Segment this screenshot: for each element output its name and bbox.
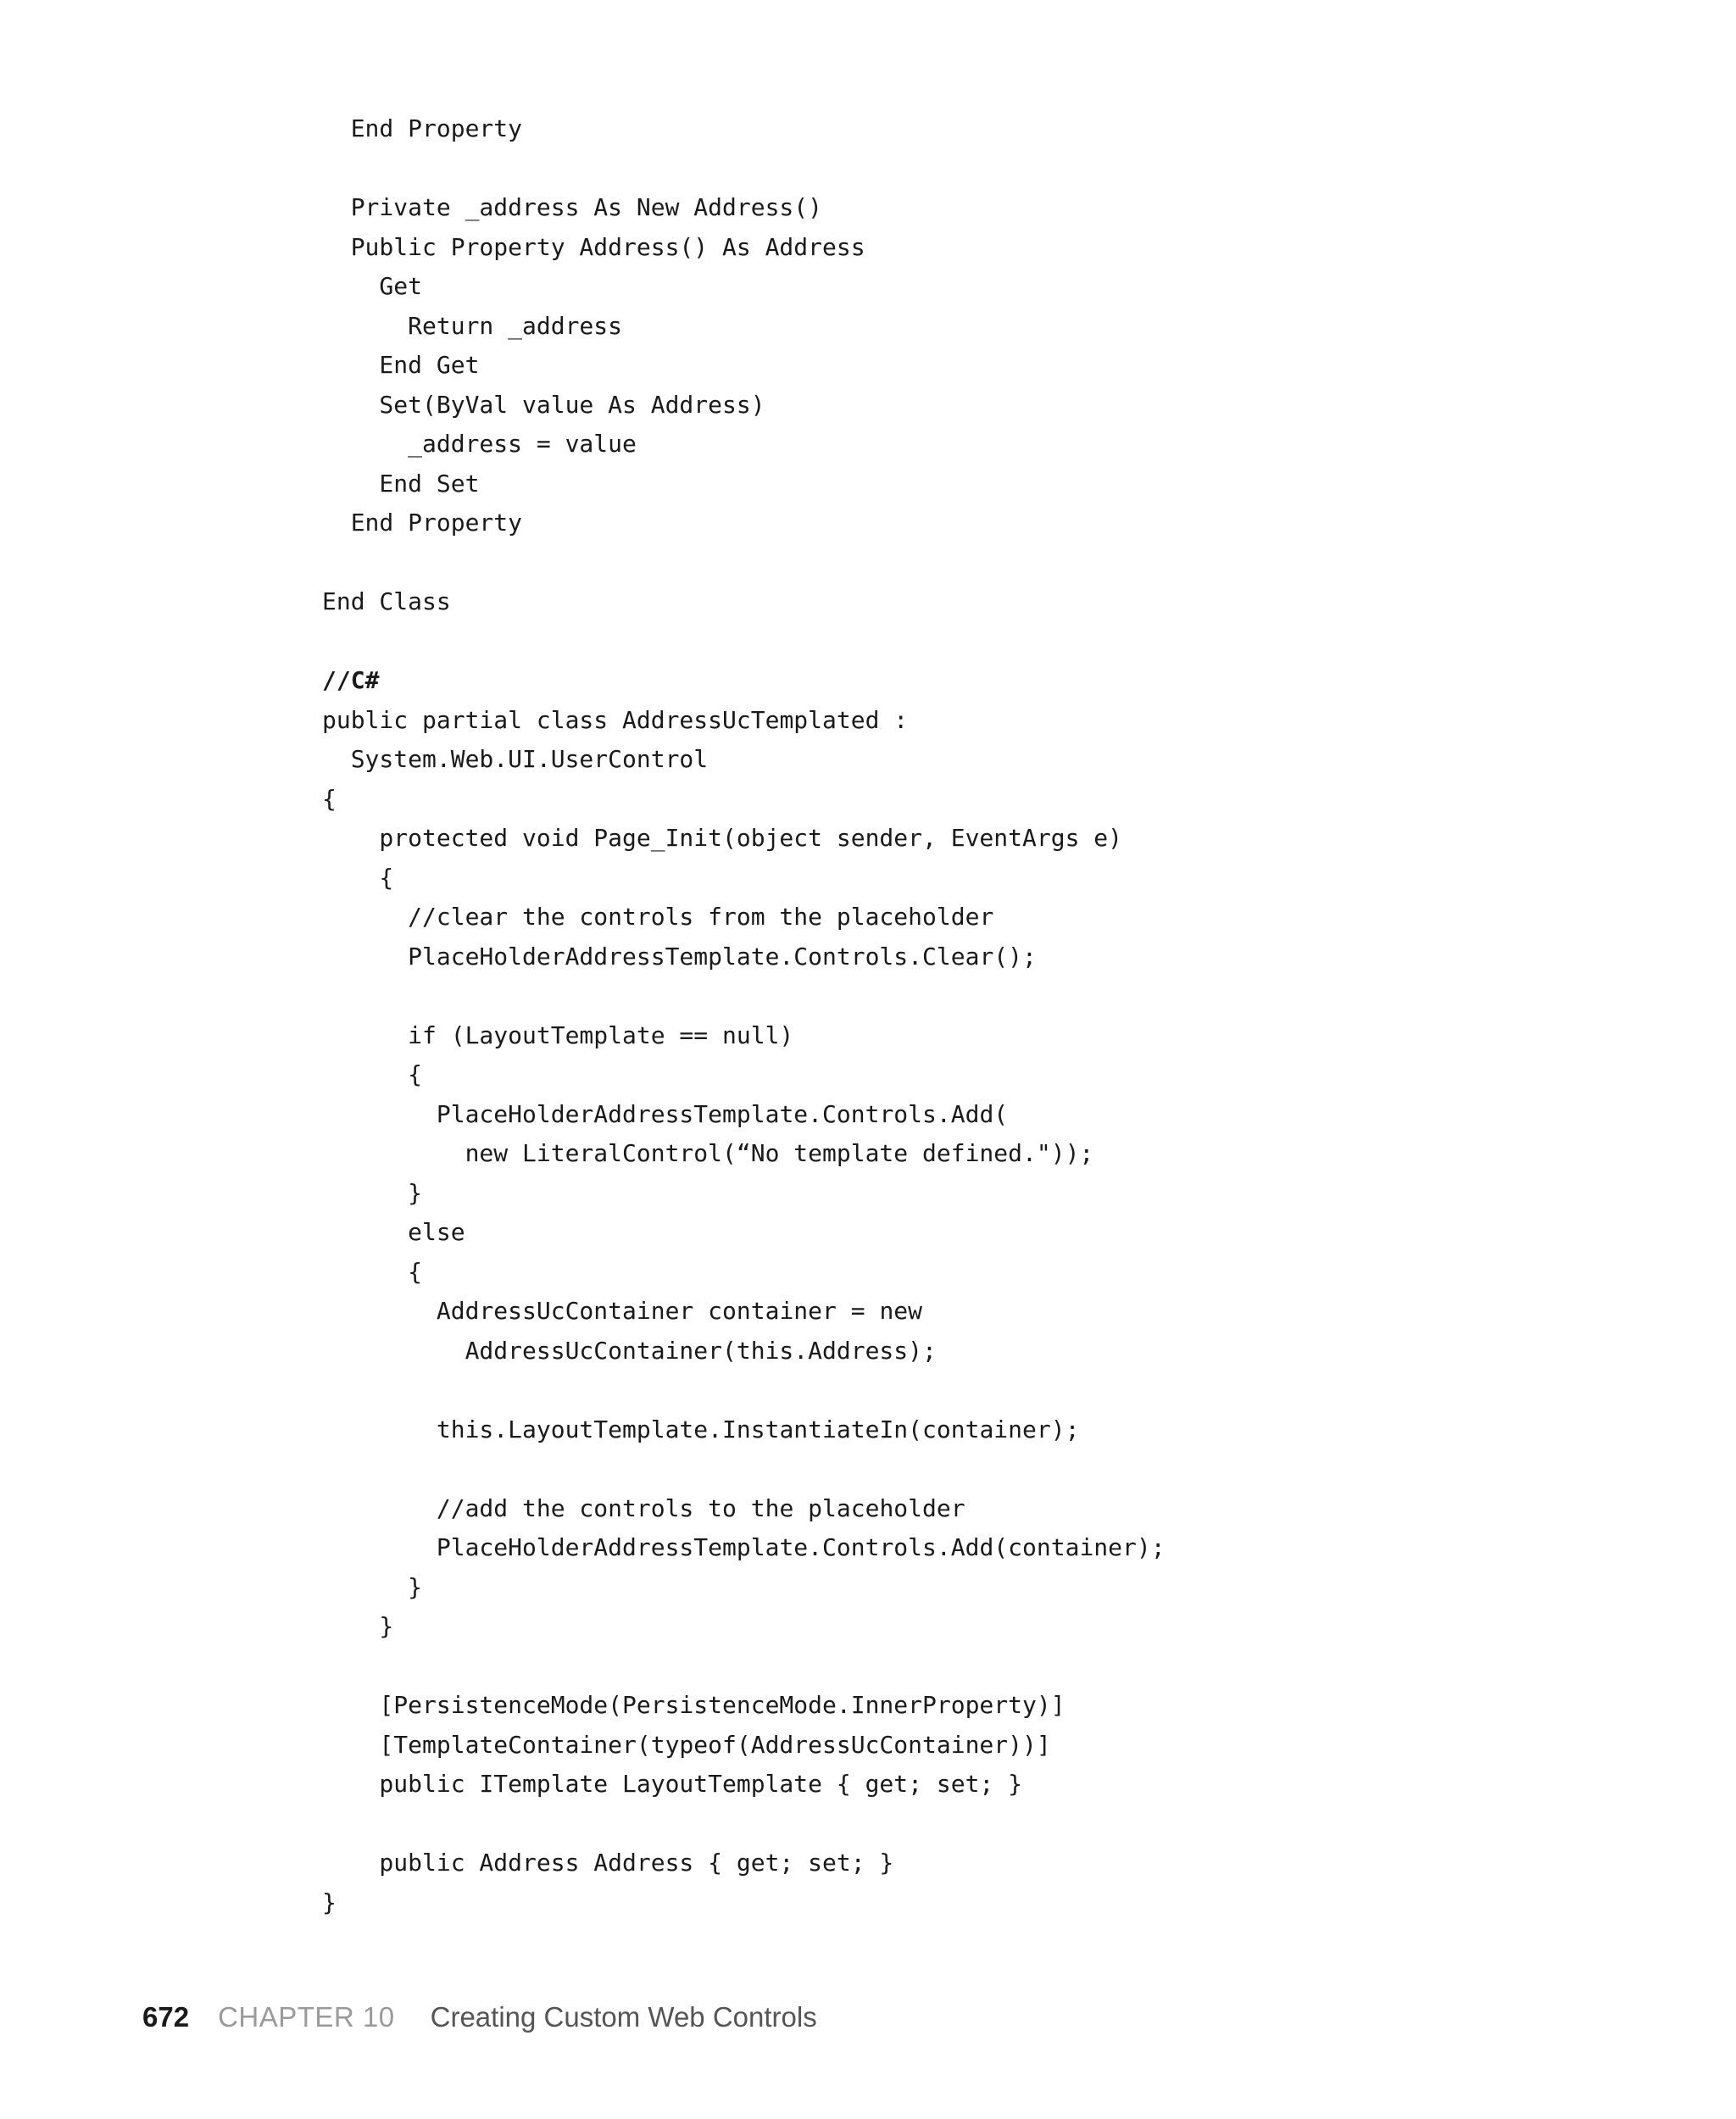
code-line: End Property: [350, 509, 522, 537]
page-number: 672: [142, 2001, 190, 2033]
code-line: //add the controls to the placeholder: [436, 1493, 965, 1522]
code-listing: [322, 109, 1166, 1922]
code-line: Set(ByVal value As Address): [379, 390, 765, 419]
blank-line: [322, 149, 1166, 189]
blank-line: [322, 543, 1166, 583]
code-line: PlaceHolderAddressTemplate.Controls.Add(: [436, 1099, 1009, 1128]
code-line: [TemplateContainer(typeof(AddressUcContainer))]: [379, 1730, 1051, 1759]
code-line: }: [408, 1572, 422, 1601]
code-line: if (LayoutTemplate == null): [408, 1021, 794, 1049]
page-footer: [142, 2000, 817, 2034]
code-line: End Get: [379, 351, 480, 379]
code-line: }: [322, 1888, 337, 1916]
blank-line: [322, 1449, 1166, 1489]
code-line: }: [379, 1612, 394, 1640]
code-line: _address = value: [408, 430, 637, 458]
chapter-title: Creating Custom Web Controls: [430, 2001, 817, 2033]
code-line: {: [322, 784, 337, 813]
code-line: End Set: [379, 469, 480, 498]
code-line: [PersistenceMode(PersistenceMode.InnerProperty)]: [379, 1691, 1066, 1719]
code-line: System.Web.UI.UserControl: [350, 745, 709, 773]
code-line: Private _address As New Address(): [350, 193, 822, 221]
blank-line: [322, 1805, 1166, 1844]
code-line: public partial class AddressUcTemplated :: [322, 705, 909, 734]
code-line: else: [408, 1218, 465, 1246]
code-line: public Address Address { get; set; }: [379, 1849, 894, 1877]
code-line: {: [408, 1060, 422, 1088]
code-line: AddressUcContainer(this.Address);: [465, 1336, 937, 1365]
code-line: PlaceHolderAddressTemplate.Controls.Clear();: [408, 942, 1037, 971]
code-line: //clear the controls from the placeholder: [408, 903, 994, 931]
code-line: End Class: [322, 587, 451, 615]
chapter-label: CHAPTER 10: [218, 2001, 395, 2033]
code-line: {: [408, 1257, 422, 1286]
code-line: Return _address: [408, 311, 623, 340]
code-line: Get: [379, 272, 422, 300]
blank-line: [322, 1371, 1166, 1410]
code-line: End Property: [350, 114, 522, 142]
blank-line: [322, 622, 1166, 662]
blank-line: [322, 1647, 1166, 1687]
code-line: }: [408, 1178, 422, 1207]
blank-line: [322, 976, 1166, 1016]
code-line: {: [379, 863, 394, 892]
code-line: AddressUcContainer container = new: [436, 1297, 923, 1325]
code-line: Public Property Address() As Address: [350, 232, 865, 261]
code-line: public ITemplate LayoutTemplate { get; set; }: [379, 1770, 1023, 1798]
code-line: this.LayoutTemplate.InstantiateIn(container);: [436, 1415, 1080, 1443]
code-line: protected void Page_Init(object sender, EventArgs e): [379, 824, 1123, 852]
code-line: new LiteralControl(“No template defined."));: [465, 1139, 1094, 1167]
code-line: PlaceHolderAddressTemplate.Controls.Add(container);: [436, 1533, 1166, 1561]
code-line: //C#: [322, 666, 380, 694]
